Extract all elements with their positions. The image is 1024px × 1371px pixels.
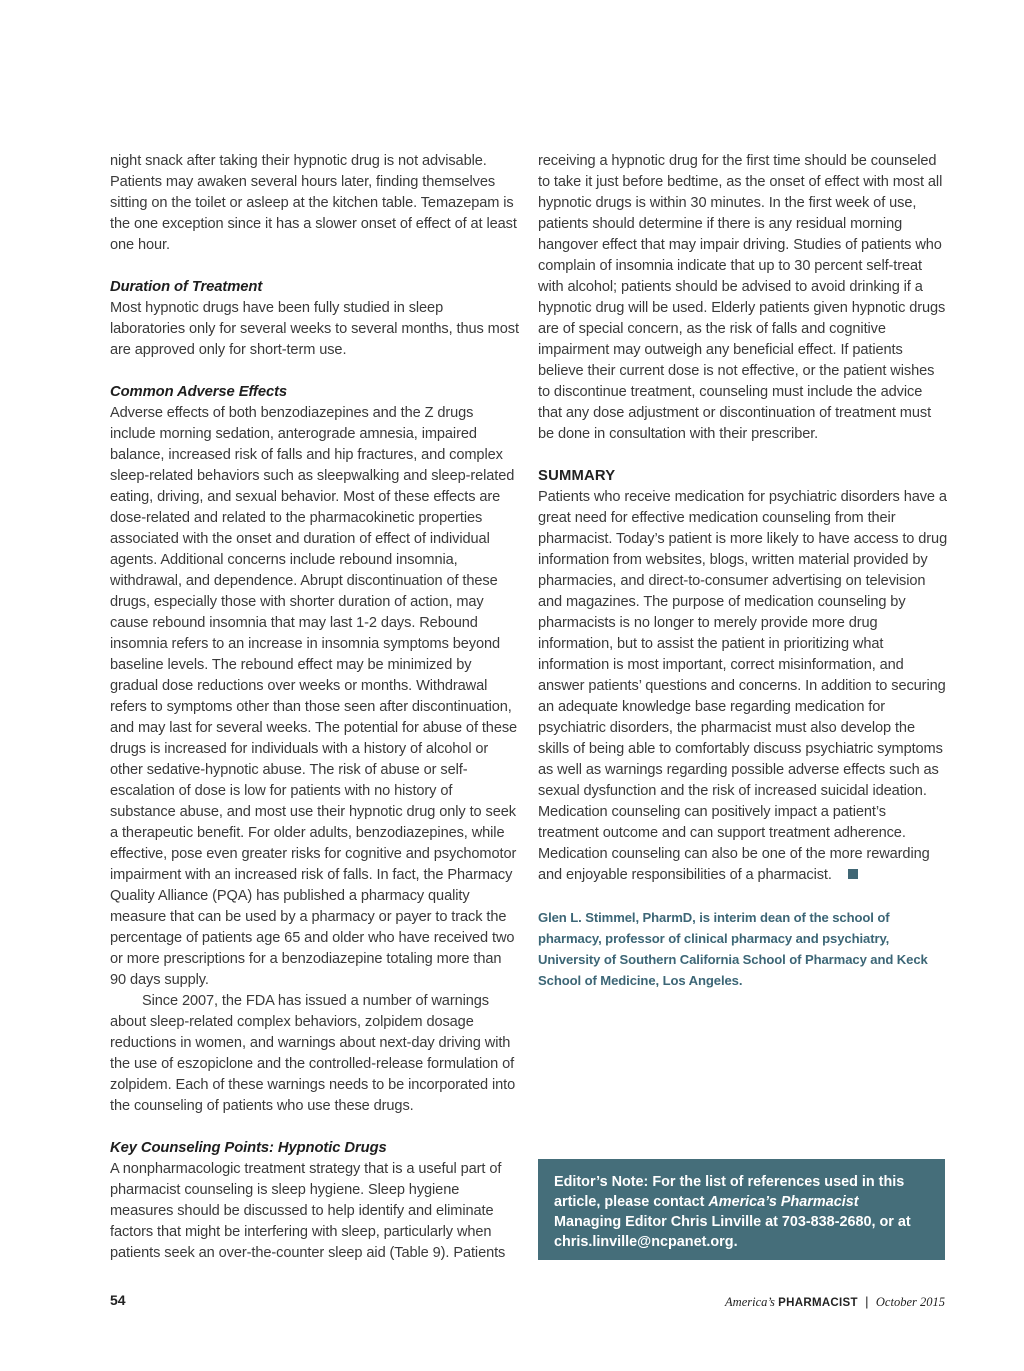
page-number: 54 bbox=[110, 1292, 126, 1308]
body-paragraph: Since 2007, the FDA has issued a number of warnings about sleep-related complex behaviors, zolpidem dosage reductions in women, and warnings about next-day driving with the use of eszopiclone and the controlled-release formulation of zolpidem. Each of these warnings needs to be incorporated into the counseling of patients who use these drugs. bbox=[110, 993, 516, 1114]
body-paragraph: night snack after taking their hypnotic drug is not advisable. Patients may awaken several hours later, finding themselves sitting on the toilet or asleep at the kitchen table. Temazepam is the one exception since it has a slower onset of effect of at least one hour. bbox=[110, 153, 517, 253]
end-of-article-square-icon bbox=[848, 869, 858, 879]
section-heading-counseling: Key Counseling Points: Hypnotic Drugs bbox=[110, 1140, 387, 1156]
author-bio: Glen L. Stimmel, PharmD, is interim dean of the school of pharmacy, professor of clinical pharmacy and psychiatry, University of Southern California School of Pharmacy and Keck School of Medicine, Los Angeles. bbox=[538, 910, 928, 988]
summary-text: Patients who receive medication for psychiatric disorders have a great need for effective medication counseling from their pharmacist. Today’s patient is more likely to have access to drug information from websites, blogs, written material provided by pharmacies, and direct-to-consumer advertising on television and magazines. The purpose of medication counseling by pharmacists is no longer to merely provide more drug information, but to assist the patient in prioritizing what information is most important, correct misinformation, and answer patients’ questions and concerns. In addition to securing an adequate knowledge base regarding medication for psychiatric disorders, the pharmacist must also develop the skills of being able to comfortably discuss psychiatric symptoms as well as warnings regarding possible adverse effects such as sexual dysfunction and the risk of increased suicidal ideation. Medication counseling can positively impact a patient’s treatment outcome and can support treatment adherence. Medication counseling can also be one of the more rewarding and enjoyable responsibilities of a pharmacist. bbox=[538, 489, 948, 883]
editor-note-box bbox=[538, 1159, 945, 1260]
section-heading-summary: SUMMARY bbox=[538, 468, 616, 484]
section-heading-duration: Duration of Treatment bbox=[110, 279, 263, 295]
body-paragraph: A nonpharmacologic treatment strategy that is a useful part of pharmacist counseling is sleep hygiene. Sleep hygiene measures should be discussed to help identify and eliminate factors that might be interfering with sleep, particularly when patients seek an over-the-counter sleep aid (Table 9). Patients bbox=[110, 1161, 506, 1261]
editor-note-magazine: America’s Pharmacist bbox=[708, 1194, 859, 1210]
left-column bbox=[110, 151, 520, 1264]
right-column bbox=[538, 151, 948, 991]
footer-magazine-name: PHARMACIST bbox=[778, 1297, 858, 1309]
body-paragraph: Most hypnotic drugs have been fully studied in sleep laboratories only for several weeks to several months, thus most are approved only for short-term use. bbox=[110, 300, 519, 358]
section-heading-adverse-effects: Common Adverse Effects bbox=[110, 384, 288, 400]
footer-separator: | bbox=[865, 1294, 869, 1309]
editor-note-text: Editor’s Note: For the list of references used in this article, please contact bbox=[554, 1174, 905, 1210]
body-paragraph: Adverse effects of both benzodiazepines and the Z drugs include morning sedation, anterograde amnesia, impaired balance, increased risk of falls and hip fractures, and complex sleep-related behaviors such as sleepwalking and sleep-related eating, driving, and sexual behavior. Most of these effects are dose-related and related to the pharmacokinetic properties associated with the onset and duration of effect of individual agents. Additional concerns include rebound insomnia, withdrawal, and dependence. Abrupt discontinuation of these drugs, especially those with shorter duration of action, may cause rebound insomnia that may last 1-2 days. Rebound insomnia refers to an increase in insomnia symptoms beyond baseline levels. The rebound effect may be minimized by gradual dose reductions over weeks or months. Withdrawal refers to symptoms other than those seen after discontinuation, and may last for several weeks. The potential for abuse of these drugs is increased for individuals with a history of alcohol or other sedative-hypnotic abuse. The risk of abuse or self-escalation of dose is low for patients with no history of substance abuse, and most use their hypnotic drug only to seek a therapeutic benefit. For older adults, benzodiazepines, while effective, pose even greater risks for cognitive and psychomotor impairment with an increased risk of falls. In fact, the Pharmacy Quality Alliance (PQA) has published a pharmacy quality measure that can be used by a pharmacy or payer to track the percentage of patients age 65 and older who have received two or more prescriptions for a benzodiazepine totaling more than 90 days supply. bbox=[110, 405, 518, 988]
editor-note-contact: Managing Editor Chris Linville at 703-838-2680, or at chris.linville@ncpanet.org. bbox=[554, 1214, 911, 1250]
footer-publication bbox=[725, 1294, 945, 1310]
body-paragraph: receiving a hypnotic drug for the first time should be counseled to take it just before bedtime, as the onset of effect with most all hypnotic drugs is within 30 minutes. In the first week of use, patients should determine if there is any residual morning hangover effect that may impair driving. Studies of patients who complain of insomnia indicate that up to 30 percent self-treat with alcohol; patients should be advised to avoid drinking if a hypnotic drug will be used. Elderly patients given hypnotic drugs are of special concern, as the risk of falls and cognitive impairment may outweigh any beneficial effect. If patients believe their current dose is not effective, or the patient wishes to discontinue treatment, counseling must include the advice that any dose adjustment or discontinuation of treatment must be done in consultation with their prescriber. bbox=[538, 153, 946, 442]
footer-issue-date: October 2015 bbox=[875, 1295, 945, 1309]
footer-magazine-prefix: America’s bbox=[725, 1295, 775, 1309]
summary-paragraph bbox=[538, 487, 948, 886]
